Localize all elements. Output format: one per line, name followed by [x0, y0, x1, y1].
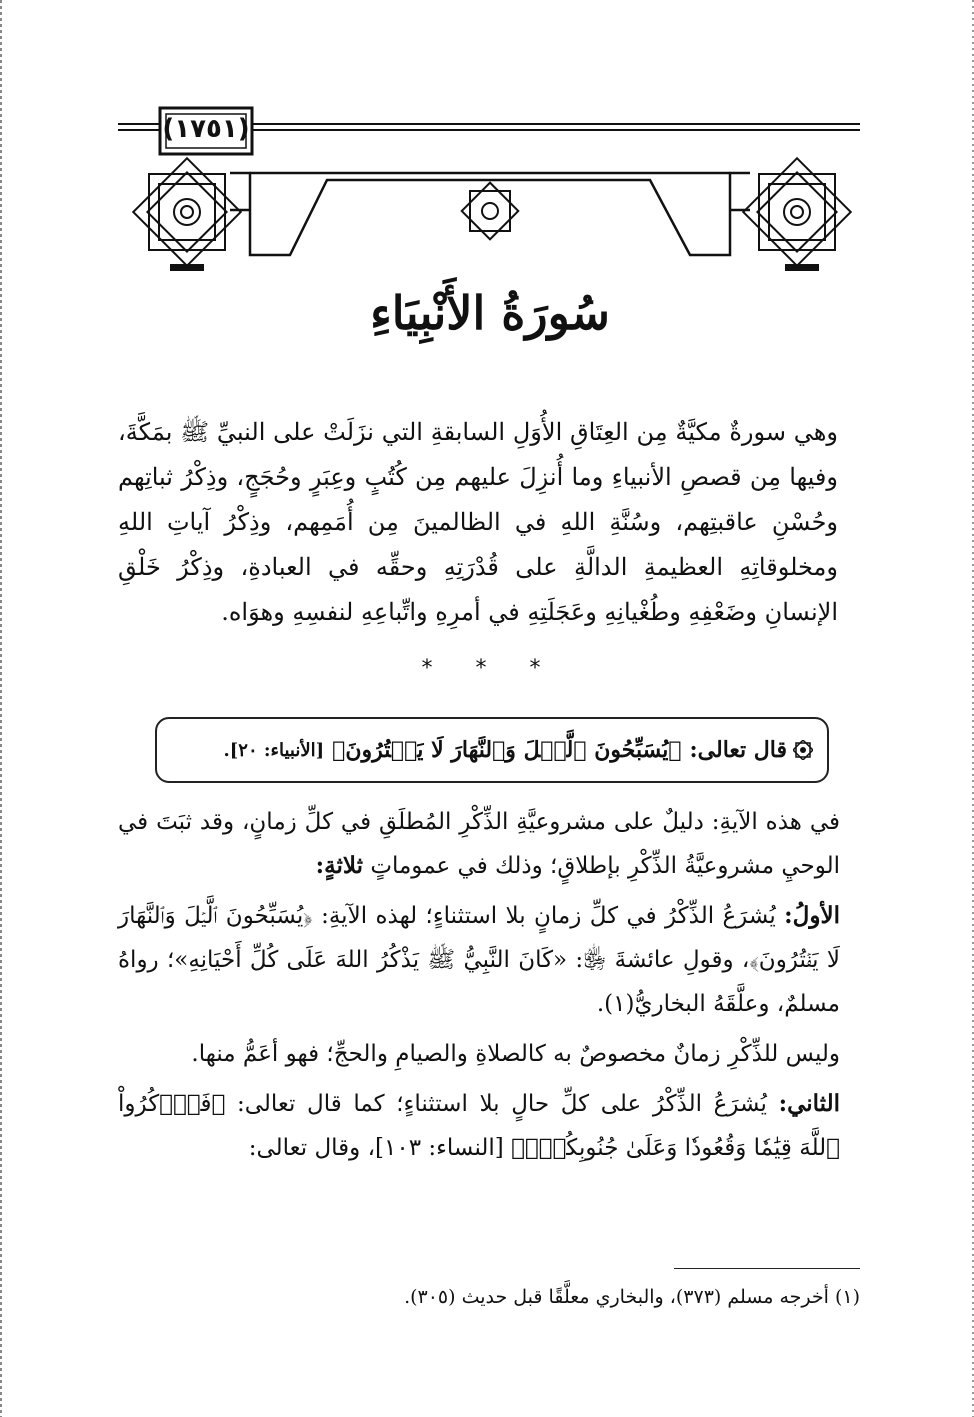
paragraph-2-label: الأولُ:: [784, 902, 840, 929]
footnote: (١) أخرجه مسلم (٣٧٣)، والبخاري معلَّقًا قبل حديث (٣٠٥).: [404, 1286, 860, 1308]
ayah-verse: ﴿يُسَبِّحُونَ ٱلَّيۡلَ وَٱلنَّهَارَ لَا يَفۡتُرُونَ﴾: [332, 737, 682, 763]
paragraph-3: وليس للذِّكْرِ زمانٌ مخصوصٌ به كالصلاةِ والصيامِ والحجِّ؛ فهو أعَمُّ منها.: [191, 1041, 840, 1067]
footnote-rule: [674, 1268, 860, 1269]
section-separator: * * *: [421, 656, 559, 681]
right-bar: [785, 264, 819, 271]
ayah-reference: [الأنبياء: ٢٠].: [223, 739, 325, 761]
ayah-lead: قال تعالى:: [689, 737, 787, 763]
center-star: [462, 183, 519, 240]
paragraph-2-text: يُشرَعُ الذِّكْرُ في كلِّ زمانٍ بلا استثناءٍ؛ لهذه الآيةِ: ﴿يُسَبِّحُونَ ٱلَّيۡلَ وَٱلنَّهَارَ لَا يَفۡتُرُونَ﴾، وقولِ عائشةَ ﵂: «كَانَ النَّبِيُّ ﷺ يَذْكُرُ اللهَ عَلَى كُلِّ أَحْيَانِهِ»؛ رواهُ مسلمٌ، وعلَّقَهُ البخاريُّ(١).: [118, 903, 840, 1017]
body-text: [118, 800, 840, 1176]
surah-title: سُورَةُ الأَنْبِيَاءِ: [370, 286, 610, 340]
ayah-box: [155, 717, 829, 783]
flower-icon: [793, 740, 813, 760]
right-star-rosette: [743, 158, 850, 265]
paragraph-1: [118, 800, 840, 888]
paragraph-1-text: في هذه الآيةِ: دليلٌ على مشروعيَّةِ الذِّكْرِ المُطلَقِ في كلِّ زمانٍ، وقد ثبَتَ في الوحيِ مشروعيَّةُ الذِّكْرِ بإطلاقٍ؛ وذلك في عموماتٍ: [118, 809, 840, 879]
page-number: (١٧٥١): [162, 114, 250, 144]
paragraph-4-label: الثاني:: [778, 1090, 840, 1117]
left-bar: [170, 264, 204, 271]
paragraph-4: [118, 1082, 840, 1170]
paragraph-1-bold: ثلاثةٍ:: [315, 852, 364, 879]
header-ornament: [0, 0, 974, 280]
paragraph-4-text: يُشرَعُ الذِّكْرُ على كلِّ حالٍ بلا استثناءٍ؛ كما قال تعالى: ﴿فَٱذۡكُرُواْ ٱللَّهَ قِيَٰمٗا وَقُعُودٗا وَعَلَىٰ جُنُوبِكُمۡۚ﴾ [النساء: ١٠٣]، وقال تعالى:: [118, 1091, 840, 1161]
banner-band: [230, 173, 750, 255]
paragraph-2: [118, 894, 840, 1026]
intro-paragraph: وهي سورةٌ مكيَّةٌ مِن العِتَاقِ الأُوَلِ السابقةِ التي نزَلَتْ على النبيِّ ﷺ بمَكَّةَ، وفيها مِن قصصِ الأنبياءِ وما أُنزِلَ عليهم مِن كُتُبٍ وعِبَرٍ وحُجَجٍ، وذِكْرُ ثباتِهم وحُسْنِ عاقبتِهم، وسُنَّةِ اللهِ في الظالمينَ مِن أُمَمِهم، وذِكْرُ آياتِ اللهِ ومخلوقاتِهِ العظيمةِ الدالَّةِ على قُدْرَتِهِ وحقِّه في العبادةِ، وذِكْرُ خَلْقِ الإنسانِ وضَعْفِهِ وطُغْيانِهِ وعَجَلَتِهِ في أمرِهِ واتِّباعِهِ لنفسِهِ وهوَاه.: [118, 418, 838, 626]
left-star-rosette: [133, 158, 240, 265]
